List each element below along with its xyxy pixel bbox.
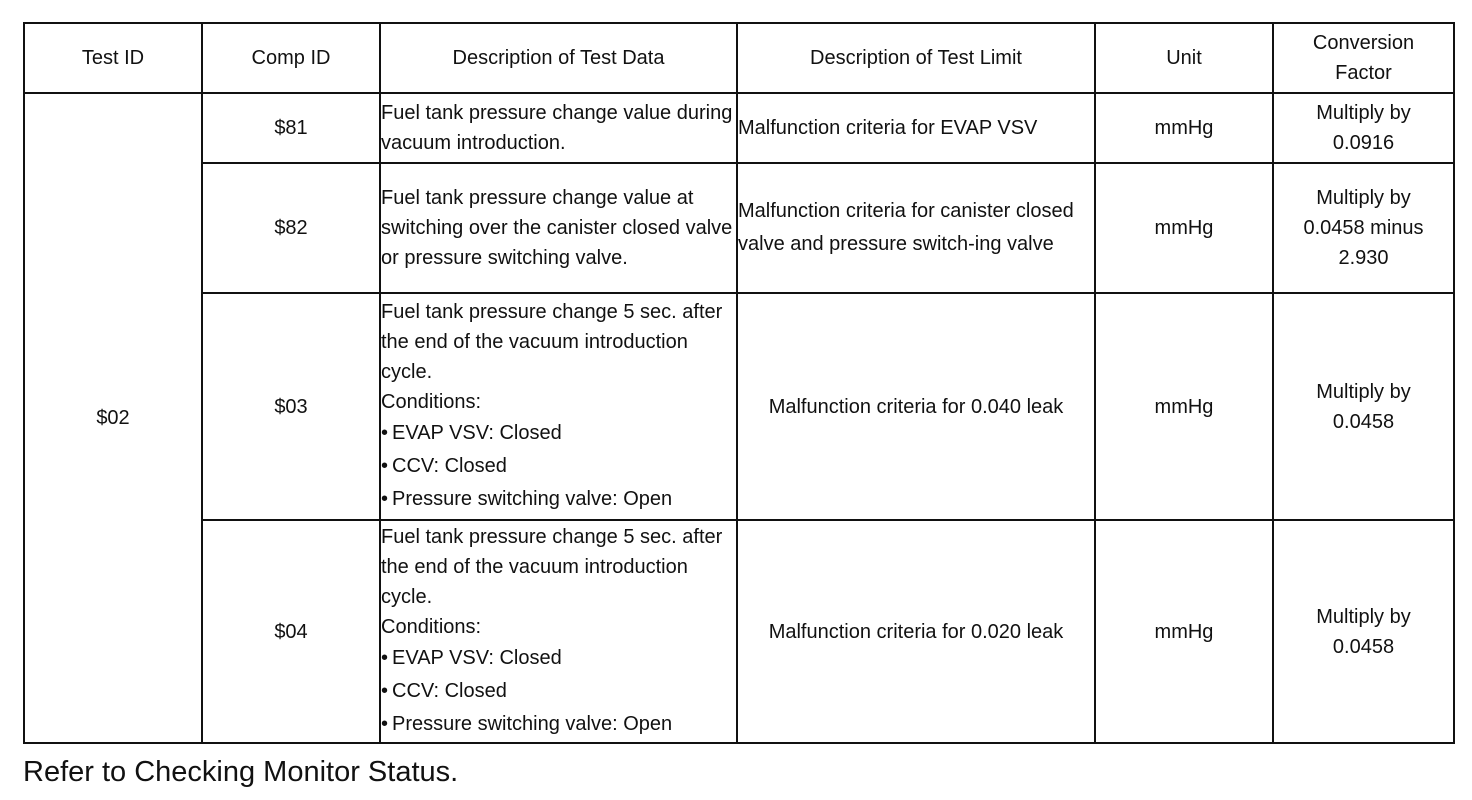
unit-cell: mmHg	[1095, 293, 1273, 520]
test-id-cell: $02	[24, 93, 202, 743]
unit-cell: mmHg	[1095, 520, 1273, 743]
table-row	[24, 293, 1454, 520]
test-data-cell: Fuel tank pressure change value during vacuum introduction.	[380, 93, 737, 163]
test-limit-cell: Malfunction criteria for EVAP VSV	[737, 93, 1095, 163]
table-row	[24, 520, 1454, 743]
conversion-cell: Multiply by 0.0458	[1273, 293, 1454, 520]
header-comp-id: Comp ID	[202, 23, 380, 93]
test-data-text: Fuel tank pressure change 5 sec. after the end of the vacuum introduction cycle.	[381, 301, 723, 383]
comp-id-cell: $03	[202, 293, 380, 520]
test-data-text: Fuel tank pressure change 5 sec. after the end of the vacuum introduction cycle.	[381, 526, 723, 608]
header-row	[24, 23, 1454, 93]
table-row	[24, 93, 1454, 163]
test-limit-cell: Malfunction criteria for 0.040 leak	[737, 293, 1095, 520]
condition-item: • Pressure switching valve: Open	[381, 708, 736, 741]
unit-cell: mmHg	[1095, 93, 1273, 163]
conversion-cell: Multiply by 0.0458 minus 2.930	[1273, 163, 1454, 293]
header-test-data: Description of Test Data	[380, 23, 737, 93]
footer-note: Refer to Checking Monitor Status.	[23, 756, 459, 788]
unit-cell: mmHg	[1095, 163, 1273, 293]
header-test-limit: Description of Test Limit	[737, 23, 1095, 93]
conditions-label: Conditions:	[381, 616, 482, 638]
condition-item: • Pressure switching valve: Open	[381, 483, 736, 516]
header-test-id: Test ID	[24, 23, 202, 93]
condition-item: • EVAP VSV: Closed	[381, 417, 736, 450]
comp-id-cell: $81	[202, 93, 380, 163]
conversion-cell: Multiply by 0.0458	[1273, 520, 1454, 743]
condition-item: • EVAP VSV: Closed	[381, 642, 736, 675]
test-data-cell	[380, 520, 737, 743]
test-data-table	[23, 22, 1455, 744]
test-limit-cell: Malfunction criteria for 0.020 leak	[737, 520, 1095, 743]
test-data-cell: Fuel tank pressure change value at switching over the canister closed valve or pressure switching valve.	[380, 163, 737, 293]
comp-id-cell: $82	[202, 163, 380, 293]
condition-item: • CCV: Closed	[381, 675, 736, 708]
conversion-cell: Multiply by 0.0916	[1273, 93, 1454, 163]
table-row	[24, 163, 1454, 293]
comp-id-cell: $04	[202, 520, 380, 743]
header-conversion-factor: Conversion Factor	[1273, 23, 1454, 93]
test-limit-cell: Malfunction criteria for canister closed valve and pressure switch-ing valve	[737, 163, 1095, 293]
condition-item: • CCV: Closed	[381, 450, 736, 483]
header-unit: Unit	[1095, 23, 1273, 93]
test-data-cell	[380, 293, 737, 520]
conditions-label: Conditions:	[381, 391, 482, 413]
